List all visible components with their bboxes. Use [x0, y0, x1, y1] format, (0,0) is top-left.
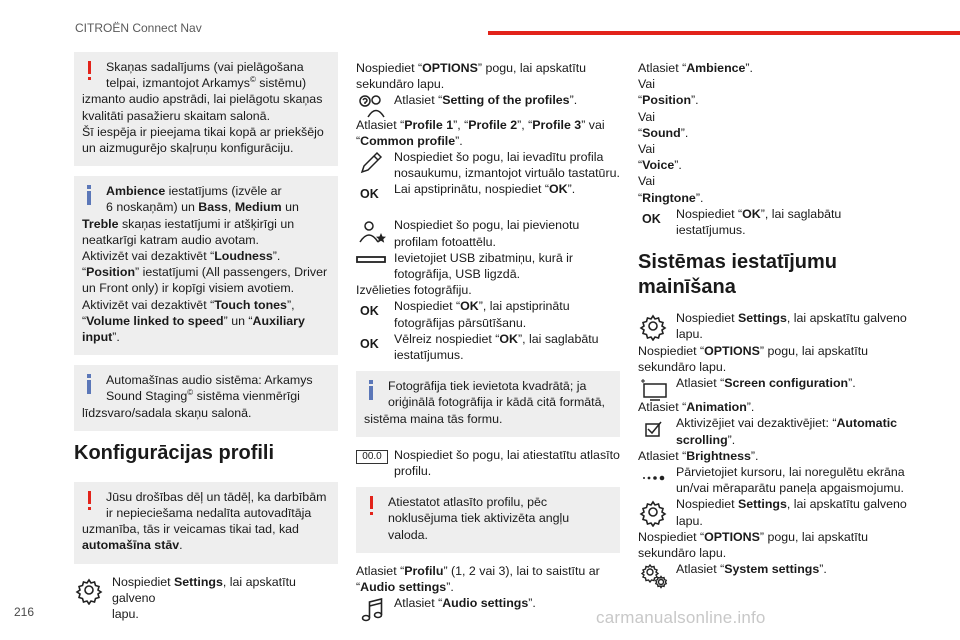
step-audio-settings: Atlasiet “Audio settings”. — [356, 595, 620, 611]
brightness-dots-icon — [638, 465, 672, 493]
watermark-text: carmanualsonline.info — [596, 608, 766, 627]
step-press-settings: Nospiediet Settings, lai apskatītu galveno lapu. — [74, 574, 338, 623]
ok-button-icon: OK — [360, 336, 379, 351]
ok-button-icon: OK — [642, 211, 661, 226]
column-left — [74, 52, 338, 622]
section-heading-system: Sistēmas iestatījumu mainīšana — [638, 251, 837, 299]
section-heading-profiles: Konfigurācijas profili — [74, 441, 275, 464]
step-automatic-scrolling: Aktivizējiet vai dezaktivējiet: “Automatic scrolling”. — [638, 415, 914, 447]
step-reset-profile: 00.0 Nospiediet šo pogu, lai atiestatītu atlasīto profilu. — [356, 447, 620, 479]
header-accent-bar — [488, 31, 960, 35]
step-press-settings-2: Nospiediet Settings, lai apskatītu galveno lapu. — [638, 496, 914, 528]
settings-gear-icon — [74, 575, 108, 603]
info-icon — [86, 374, 92, 394]
settings-gear-icon — [638, 497, 672, 525]
info-note-photo: Fotogrāfija tiek ievietota kvadrātā; ja oriģinālā fotogrāfija ir kādā citā formātā, sistēma maina tās formu. — [356, 371, 620, 437]
step-confirm-transfer: OK Nospiediet “OK”, lai apstiprinātu fotogrāfijas pārsūtīšanu. — [360, 299, 570, 330]
usb-stick-icon — [356, 251, 390, 279]
step-press-settings: Nospiediet Settings, lai apskatītu galveno lapu. — [638, 310, 914, 342]
music-note-icon — [356, 596, 390, 624]
step-setting-of-profiles: Atlasiet “Setting of the profiles”. — [356, 92, 620, 108]
ok-button-icon: OK — [360, 304, 379, 319]
profiles-icon — [356, 93, 390, 121]
manual-title: CITROËN Connect Nav — [75, 21, 202, 35]
add-photo-icon — [356, 218, 390, 246]
warning-note-safety: Jūsu drošības dēļ un tādēļ, ka darbībām ir nepieciešama nedalīta autovadītāja uzmanība, tās ir veicamas tikai tad, kad automašīna stāv. — [74, 482, 338, 564]
reset-button-icon: 00.0 — [356, 450, 388, 464]
system-settings-icon — [638, 562, 672, 590]
checkbox-icon — [638, 416, 672, 444]
warning-icon — [368, 496, 374, 516]
step-save-ok: OK Nospiediet “OK”, lai saglabātu iestatījumus. — [642, 206, 842, 238]
step-add-photo: Nospiediet šo pogu, lai pievienotu profilam fotoattēlu. — [356, 217, 620, 249]
step-confirm-ok: OK Lai apstiprinātu, nospiediet “OK”. — [360, 182, 576, 202]
column-middle: Nospiediet “OPTIONS” pogu, lai apskatītu sekundāro lapu. Atlasiet “Setting of the profiles”. Atlasiet “Profile 1”, “Profile 2”, “Profile 3” vai “Common profile”. Nospiediet šo pogu, lai ievadītu profila nosaukumu, izmantojot virtuālo tastatūru. OK Lai apstiprinātu, nospiediet “OK”. Nospiediet šo pogu, lai pievienotu profilam fotoattēlu. Ievietojiet USB zibatmiņu, kurā ir fotogrāfija, USB ligzdā. Izvēlieties fotogrāfiju. OK Nospiediet “OK”, lai apstiprinātu fotogrāfijas pārsūtīšanu. OK Vēlreiz nospiediet “OK”, lai saglabātu iestatījumus. Fotogrāfija tiek ievietota kvadrātā; ja oriģinālā fotogrāfija ir kādā citā formātā, sistēma maina tās formu. 00.0 Nospiediet šo pogu, lai atiestatītu atlasīto profilu. Atiestatot atlasīto profilu, pēc noklusējuma tiek aktivizēta angļu valoda. Atlasiet “Profilu” (1, 2 vai 3), lai to saistītu ar “Audio settings”. Atlasiet “Audio settings”. — [356, 60, 620, 611]
step-system-settings: Atlasiet “System settings”. — [638, 561, 914, 577]
warning-note-audio: Skaņas sadalījums (vai pielāgošana telpai, izmantojot Arkamys© sistēmu) izmanto audio apstrādi, lai pielāgotu skaņas kvalitāti pasažieru skaitam salonā. Šī iespēja ir pieejama tikai kopā ar priekšējo un aizmugurējo skaļruņu konfigurāciju. — [74, 52, 338, 166]
info-note-arkamys: Automašīnas audio sistēma: Arkamys Sound Staging© sistēma vienmērīgi līdzsvaro/sadala skaņu salonā. — [74, 365, 338, 431]
ok-button-icon: OK — [360, 187, 379, 202]
info-note-ambience: Ambience iestatījums (izvēle ar 6 noskaņām) un Bass, Medium un Treble skaņas iestatījumi ir atšķirīgi un neatkarīgi katram audio avotam. Aktivizēt vai dezaktivēt “Loudness”. “Position” iestatījumi (All passengers, Driver un Front only) ir kopīgi visiem avotiem. Aktivizēt vai dezaktivēt “Touch tones”, “Volume linked to speed” un “Auxiliary input”. — [74, 176, 338, 355]
info-icon — [86, 185, 92, 205]
info-icon — [368, 380, 374, 400]
warning-note-reset: Atiestatot atlasīto profilu, pēc noklusējuma tiek aktivizēta angļu valoda. — [356, 487, 620, 553]
page-number: 216 — [14, 605, 35, 619]
step-edit-profile-name: Nospiediet šo pogu, lai ievadītu profila nosaukumu, izmantojot virtuālo tastatūru. — [356, 149, 620, 181]
screen-config-icon — [638, 376, 672, 404]
column-right: Atlasiet “Ambience”. Vai “Position”. Vai “Sound”. Vai “Voice”. Vai “Ringtone”. OK Nospiediet “OK”, lai saglabātu iestatījumus. Sistēmas iestatījumu mainīšana Nospiediet Settings, lai apskatītu galveno lapu. Nospiediet “OPTIONS” pogu, lai apskatītu sekundāro lapu. Atlasiet “Screen configuration”. Atlasiet “Animation”. Aktivizējiet vai dezaktivējiet: “Automatic scrolling”. Atlasiet “Brightness”. Pārvietojiet kursoru, lai noregulētu ekrāna un/vai mēraparātu paneļa apgaismojumu. Nospiediet Settings, lai apskatītu galveno lapu. Nospiediet “OPTIONS” pogu, lai apskatītu sekundāro lapu. Atlasiet “System settings”. — [638, 60, 914, 577]
warning-icon — [86, 491, 92, 511]
warning-icon — [86, 61, 92, 81]
step-adjust-brightness: Pārvietojiet kursoru, lai noregulētu ekrāna un/vai mēraparātu paneļa apgaismojumu. — [638, 464, 914, 496]
settings-gear-icon — [638, 311, 672, 339]
step-screen-configuration: Atlasiet “Screen configuration”. — [638, 375, 914, 391]
pencil-icon — [356, 150, 390, 178]
step-save-settings: OK Vēlreiz nospiediet “OK”, lai saglabātu iestatījumus. — [360, 331, 599, 363]
step-insert-usb: Ievietojiet USB zibatmiņu, kurā ir fotogrāfija, USB ligzdā. — [356, 250, 620, 282]
page-header — [0, 0, 960, 40]
